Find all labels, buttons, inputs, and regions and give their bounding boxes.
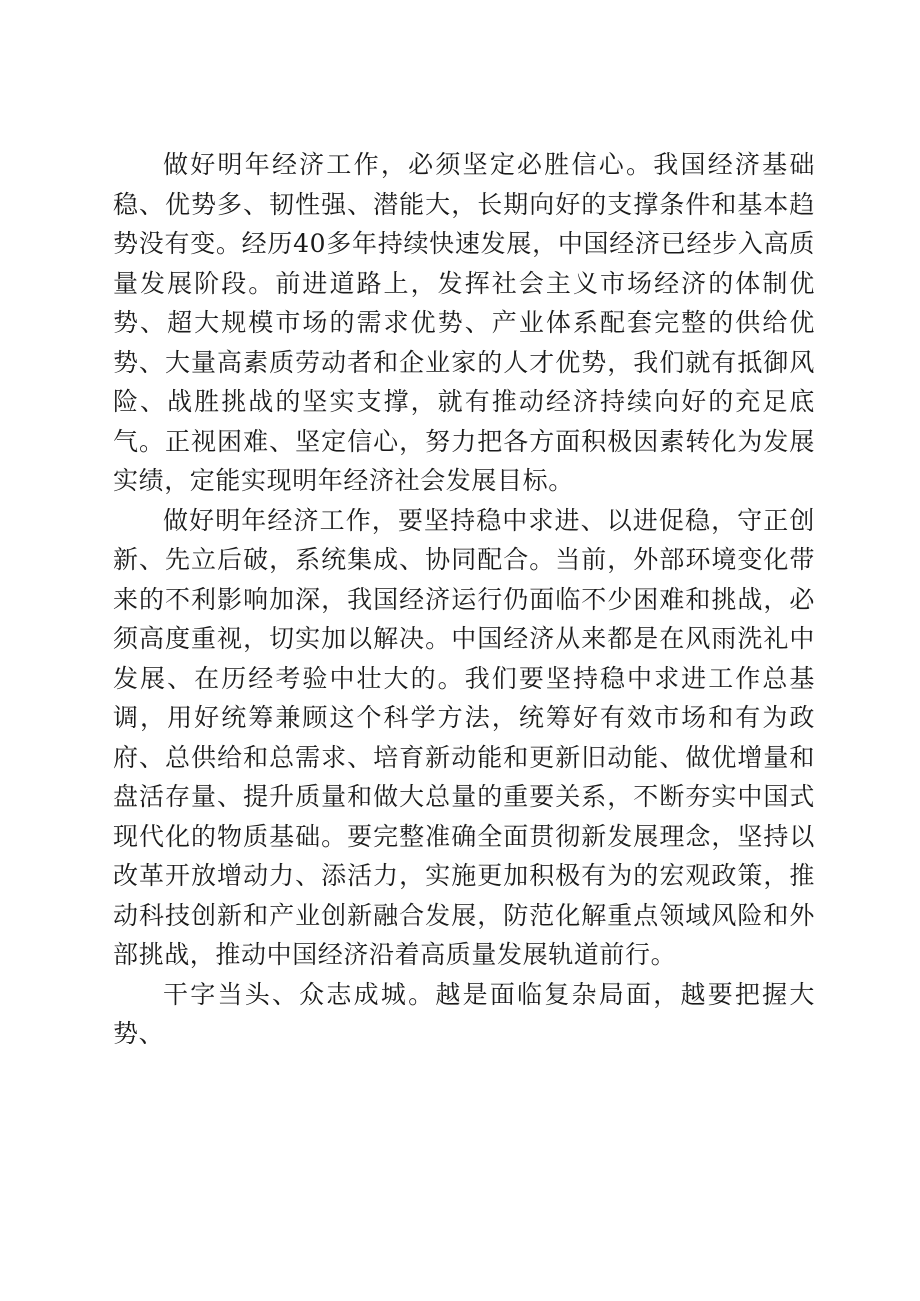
document-body (113, 145, 815, 1054)
paragraph-3: 干字当头、众志成城。越是面临复杂局面，越要把握大势、 (113, 979, 815, 1048)
paragraph-1: 做好明年经济工作，必须坚定必胜信心。我国经济基础稳、优势多、韧性强、潜能大，长期向好的支撑条件和基本趋势没有变。经历40多年持续快速发展，中国经济已经步入高质量发展阶段。前进道路上，发挥社会主义市场经济的体制优势、超大规模市场的需求优势、产业体系配套完整的供给优势、大量高素质劳动者和企业家的人才优势，我们就有抵御风险、战胜挑战的坚实支撑，就有推动经济持续向好的充足底气。正视困难、坚定信心，努力把各方面积极因素转化为发展实绩，定能实现明年经济社会发展目标。 (113, 150, 815, 495)
paragraph-2: 做好明年经济工作，要坚持稳中求进、以进促稳，守正创新、先立后破，系统集成、协同配合。当前，外部环境变化带来的不利影响加深，我国经济运行仍面临不少困难和挑战，必须高度重视，切实加以解决。中国经济从来都是在风雨洗礼中发展、在历经考验中壮大的。我们要坚持稳中求进工作总基调，用好统筹兼顾这个科学方法，统筹好有效市场和有为政府、总供给和总需求、培育新动能和更新旧动能、做优增量和盘活存量、提升质量和做大总量的重要关系，不断夯实中国式现代化的物质基础。要完整准确全面贯彻新发展理念，坚持以改革开放增动力、添活力，实施更加积极有为的宏观政策，推动科技创新和产业创新融合发展，防范化解重点领域风险和外部挑战，推动中国经济沿着高质量发展轨道前行。 (113, 505, 815, 969)
